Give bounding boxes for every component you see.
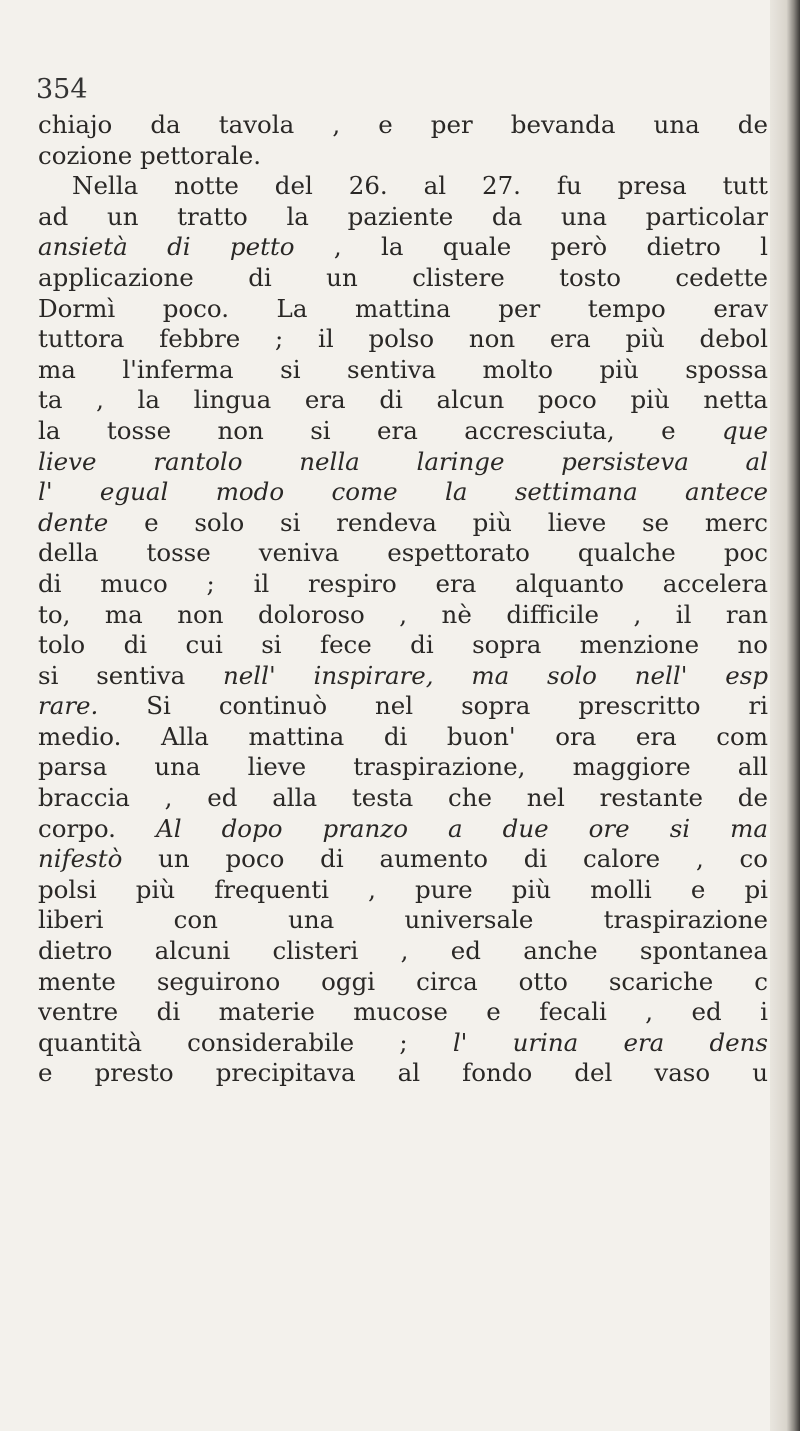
italic-text: Al dopo pranzo a due ore si ma bbox=[156, 813, 768, 843]
italic-text: nifestò bbox=[38, 844, 123, 874]
text-line bbox=[38, 1028, 768, 1059]
italic-text: l' urina era dens bbox=[452, 1027, 768, 1057]
body-text bbox=[38, 110, 768, 1089]
text-line bbox=[38, 722, 768, 753]
text-line bbox=[38, 783, 768, 814]
text-segment: un poco di aumento di calore , co bbox=[122, 844, 768, 874]
text-segment: braccia , ed alla testa che nel restante de bbox=[38, 783, 768, 813]
italic-text: nell' inspirare, ma solo nell' esp bbox=[223, 660, 768, 690]
text-segment: di muco ; il respiro era alquanto accelera bbox=[38, 568, 768, 598]
text-segment: to, ma non doloroso , nè difficile , il ran bbox=[38, 599, 768, 629]
text-line bbox=[38, 997, 768, 1028]
text-line bbox=[38, 355, 768, 386]
text-segment: ma l'inferma si sentiva molto più spossa bbox=[38, 354, 768, 384]
text-line bbox=[38, 202, 768, 233]
text-line bbox=[38, 110, 768, 141]
text-line bbox=[38, 294, 768, 325]
text-line bbox=[38, 171, 768, 202]
text-line bbox=[38, 844, 768, 875]
italic-text: ansietà di petto bbox=[38, 232, 295, 262]
text-line bbox=[38, 905, 768, 936]
text-segment: ta , la lingua era di alcun poco più netta bbox=[38, 385, 768, 415]
text-line bbox=[38, 814, 768, 845]
text-line bbox=[38, 752, 768, 783]
text-line bbox=[38, 661, 768, 692]
text-segment: e solo si rendeva più lieve se merc bbox=[108, 507, 768, 537]
text-line bbox=[38, 477, 768, 508]
text-segment: , la quale però dietro l bbox=[294, 232, 768, 262]
text-line bbox=[38, 630, 768, 661]
text-line bbox=[38, 324, 768, 355]
text-segment: Nella notte del 26. al 27. fu presa tutt bbox=[72, 171, 768, 201]
italic-text: dente bbox=[38, 507, 109, 537]
text-segment: la tosse non si era accresciuta, e bbox=[38, 415, 723, 445]
italic-text: l' egual modo come la settimana antece bbox=[38, 477, 768, 507]
text-segment: e presto precipitava al fondo del vaso u bbox=[38, 1058, 768, 1088]
text-line bbox=[38, 1058, 768, 1089]
text-line bbox=[38, 600, 768, 631]
text-line bbox=[38, 538, 768, 569]
page-edge bbox=[770, 0, 800, 1431]
text-segment: applicazione di un clistere tosto cedette bbox=[38, 262, 768, 292]
text-line bbox=[38, 263, 768, 294]
text-line bbox=[38, 416, 768, 447]
text-line bbox=[38, 967, 768, 998]
text-segment: tuttora febbre ; il polso non era più debol bbox=[38, 324, 768, 354]
text-line bbox=[38, 936, 768, 967]
text-line bbox=[38, 141, 768, 172]
text-segment: chiajo da tavola , e per bevanda una de bbox=[38, 110, 768, 139]
text-line bbox=[38, 508, 768, 539]
italic-text: que bbox=[722, 415, 768, 445]
text-segment: si sentiva bbox=[38, 660, 224, 690]
text-segment: della tosse veniva espettorato qualche poc bbox=[38, 538, 768, 568]
italic-text: lieve rantolo nella laringe persisteva al bbox=[38, 446, 768, 476]
text-line bbox=[38, 232, 768, 263]
text-segment: parsa una lieve traspirazione, maggiore all bbox=[38, 752, 768, 782]
text-segment: Si continuò nel sopra prescritto ri bbox=[98, 691, 768, 721]
text-line bbox=[38, 447, 768, 478]
text-segment: cozione pettorale. bbox=[38, 140, 262, 170]
italic-text: rare. bbox=[38, 691, 99, 721]
text-segment: ventre di materie mucose e fecali , ed i bbox=[38, 997, 768, 1027]
text-segment: quantità considerabile ; bbox=[38, 1027, 453, 1057]
text-line bbox=[38, 385, 768, 416]
text-segment: Dormì poco. La mattina per tempo erav bbox=[38, 293, 768, 323]
text-line bbox=[38, 875, 768, 906]
text-segment: tolo di cui si fece di sopra menzione no bbox=[38, 630, 768, 660]
text-line bbox=[38, 569, 768, 600]
text-segment: medio. Alla mattina di buon' ora era com bbox=[38, 721, 768, 751]
text-segment: liberi con una universale traspirazione bbox=[38, 905, 768, 935]
text-segment: corpo. bbox=[38, 813, 157, 843]
text-segment: mente seguirono oggi circa otto scariche c bbox=[38, 966, 768, 996]
text-segment: dietro alcuni clisteri , ed anche spontanea bbox=[38, 936, 768, 966]
page-number: 354 bbox=[36, 74, 88, 105]
text-line bbox=[38, 691, 768, 722]
text-segment: polsi più frequenti , pure più molli e pi bbox=[38, 874, 768, 904]
text-segment: ad un tratto la paziente da una particolar bbox=[38, 201, 768, 231]
